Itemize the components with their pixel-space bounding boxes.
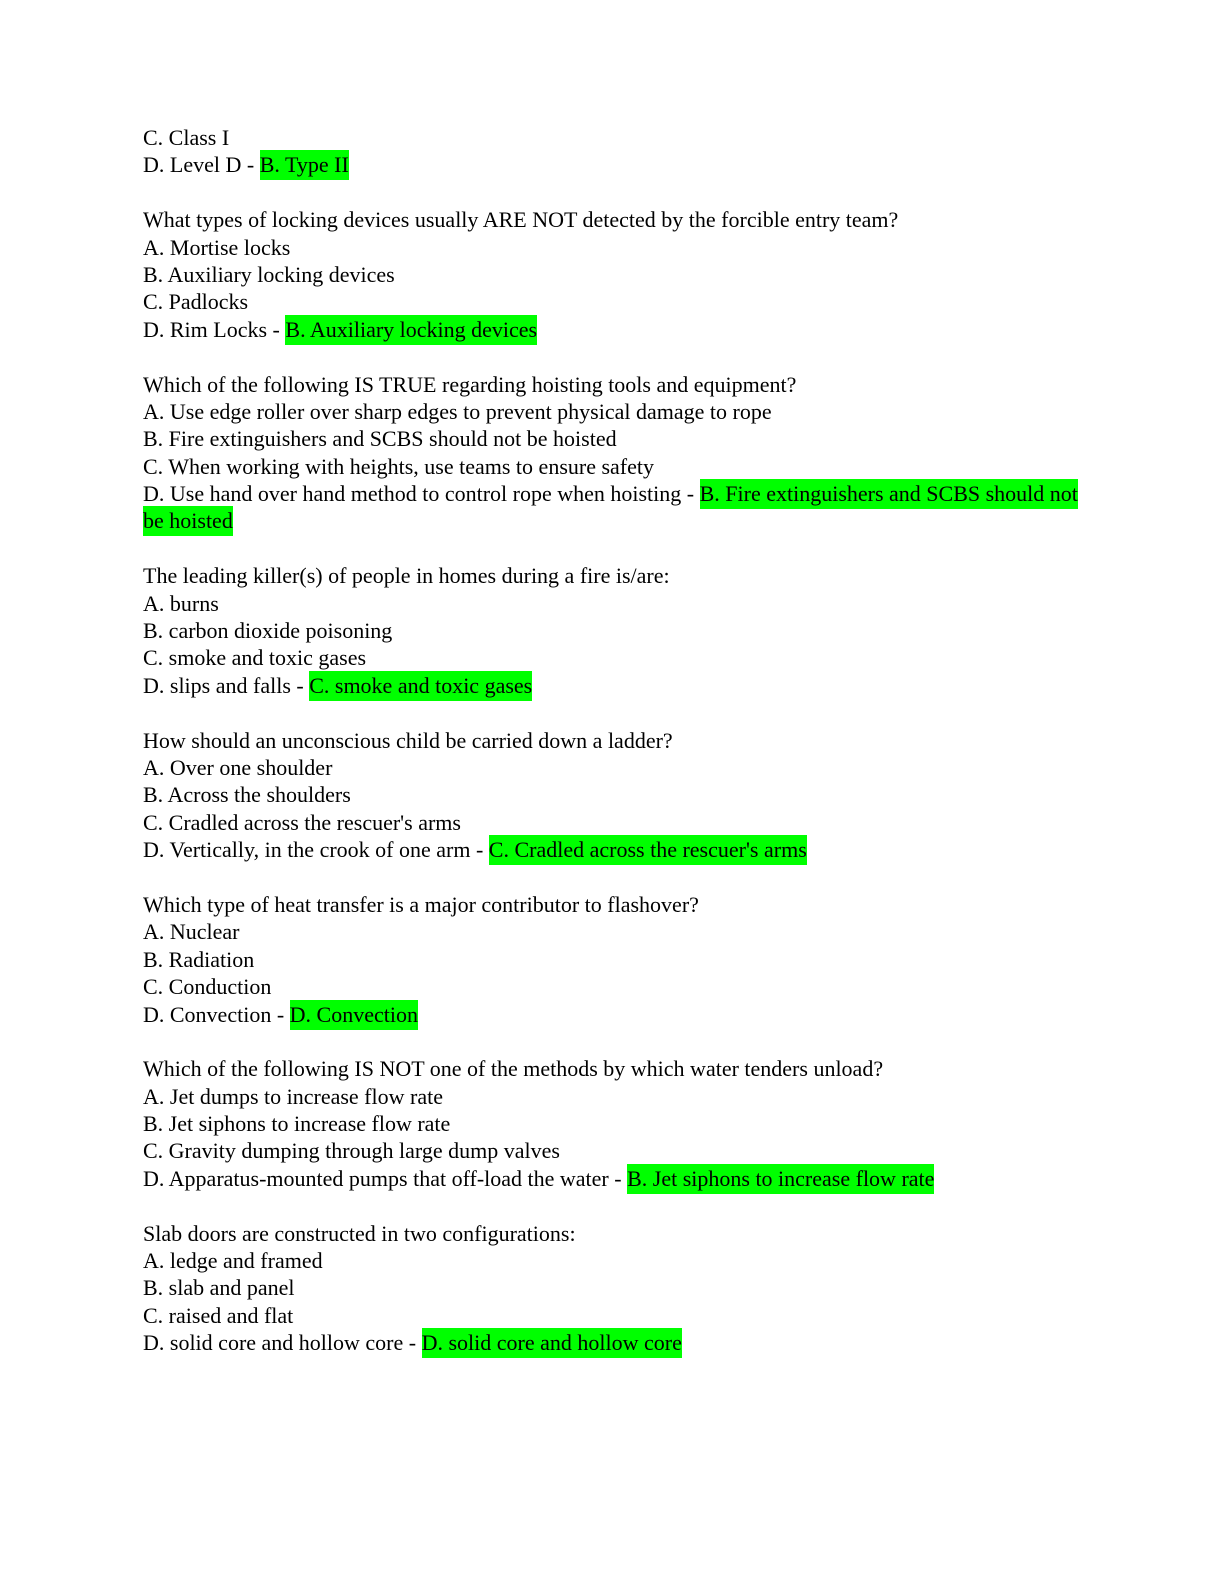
spacer bbox=[143, 1028, 1083, 1055]
spacer bbox=[143, 343, 1083, 370]
option-a: A. Over one shoulder bbox=[143, 755, 333, 781]
option-a: A. Use edge roller over sharp edges to prevent physical damage to rope bbox=[143, 398, 772, 424]
option-d-text: D. Vertically, in the crook of one arm - bbox=[143, 837, 489, 863]
option-c: C. raised and flat bbox=[143, 1302, 294, 1328]
question-block-6 bbox=[143, 1055, 1083, 1192]
answer-highlight: B. Fire extinguishers and SCBS should not be hoisted bbox=[143, 479, 1078, 536]
question-text: Which of the following IS NOT one of the methods by which water tenders unload? bbox=[143, 1056, 884, 1082]
option-d bbox=[143, 316, 1083, 343]
option-a: A. ledge and framed bbox=[143, 1248, 323, 1274]
option-c: C. Cradled across the rescuer's arms bbox=[143, 809, 461, 835]
answer-highlight: C. smoke and toxic gases bbox=[309, 671, 532, 701]
document-page bbox=[143, 124, 1083, 1357]
option-d bbox=[143, 1001, 1083, 1028]
option-c: C. Padlocks bbox=[143, 289, 249, 315]
spacer bbox=[143, 1192, 1083, 1219]
option-b: B. Auxiliary locking devices bbox=[143, 261, 395, 287]
answer-highlight: D. solid core and hollow core bbox=[422, 1328, 682, 1358]
answer-highlight: B. Auxiliary locking devices bbox=[285, 315, 537, 345]
option-d bbox=[143, 480, 1083, 535]
question-text: How should an unconscious child be carried down a ladder? bbox=[143, 727, 673, 753]
option-d bbox=[143, 1165, 1083, 1192]
intro-block bbox=[143, 124, 1083, 179]
option-b: B. Across the shoulders bbox=[143, 782, 351, 808]
option-d bbox=[143, 1329, 1083, 1356]
answer-highlight: C. Cradled across the rescuer's arms bbox=[489, 835, 807, 865]
spacer bbox=[143, 864, 1083, 891]
option-d bbox=[143, 672, 1083, 699]
option-c: C. Class I bbox=[143, 125, 230, 150]
option-d-text: D. Apparatus-mounted pumps that off-load the water - bbox=[143, 1165, 628, 1191]
question-text: The leading killer(s) of people in homes during a fire is/are: bbox=[143, 563, 670, 589]
spacer bbox=[143, 699, 1083, 726]
option-d-text: D. Level D - bbox=[143, 152, 260, 178]
option-c: C. smoke and toxic gases bbox=[143, 645, 367, 671]
question-block-7 bbox=[143, 1220, 1083, 1357]
option-a: A. Mortise locks bbox=[143, 234, 291, 260]
option-d-text: D. solid core and hollow core - bbox=[143, 1330, 422, 1356]
question-block-2 bbox=[143, 371, 1083, 535]
question-text: Which of the following IS TRUE regarding hoisting tools and equipment? bbox=[143, 371, 797, 397]
question-block-4 bbox=[143, 727, 1083, 864]
option-a: A. Jet dumps to increase flow rate bbox=[143, 1083, 443, 1109]
option-d bbox=[143, 836, 1083, 863]
option-b: B. slab and panel bbox=[143, 1275, 295, 1301]
option-b: B. carbon dioxide poisoning bbox=[143, 618, 393, 644]
answer-highlight: D. Convection bbox=[290, 1000, 418, 1030]
option-d-text: D. Use hand over hand method to control rope when hoisting - bbox=[143, 481, 700, 507]
answer-highlight: B. Type II bbox=[260, 150, 349, 180]
option-b: B. Jet siphons to increase flow rate bbox=[143, 1111, 451, 1137]
option-d-text: D. Rim Locks - bbox=[143, 316, 286, 342]
question-block-5 bbox=[143, 891, 1083, 1028]
question-text: What types of locking devices usually ARE NOT detected by the forcible entry team? bbox=[143, 207, 899, 233]
question-block-1 bbox=[143, 206, 1083, 343]
spacer bbox=[143, 179, 1083, 206]
option-c: C. When working with heights, use teams to ensure safety bbox=[143, 453, 654, 479]
question-text: Which type of heat transfer is a major contributor to flashover? bbox=[143, 891, 699, 917]
option-a: A. burns bbox=[143, 590, 219, 616]
option-d bbox=[143, 151, 1083, 178]
option-b: B. Radiation bbox=[143, 946, 255, 972]
question-text: Slab doors are constructed in two configurations: bbox=[143, 1220, 576, 1246]
option-c: C. Gravity dumping through large dump valves bbox=[143, 1138, 560, 1164]
option-a: A. Nuclear bbox=[143, 919, 240, 945]
answer-highlight: B. Jet siphons to increase flow rate bbox=[627, 1164, 934, 1194]
option-d-text: D. slips and falls - bbox=[143, 672, 310, 698]
option-c: C. Conduction bbox=[143, 974, 272, 1000]
option-b: B. Fire extinguishers and SCBS should not be hoisted bbox=[143, 426, 617, 452]
question-block-3 bbox=[143, 562, 1083, 699]
spacer bbox=[143, 535, 1083, 562]
option-d-text: D. Convection - bbox=[143, 1001, 290, 1027]
